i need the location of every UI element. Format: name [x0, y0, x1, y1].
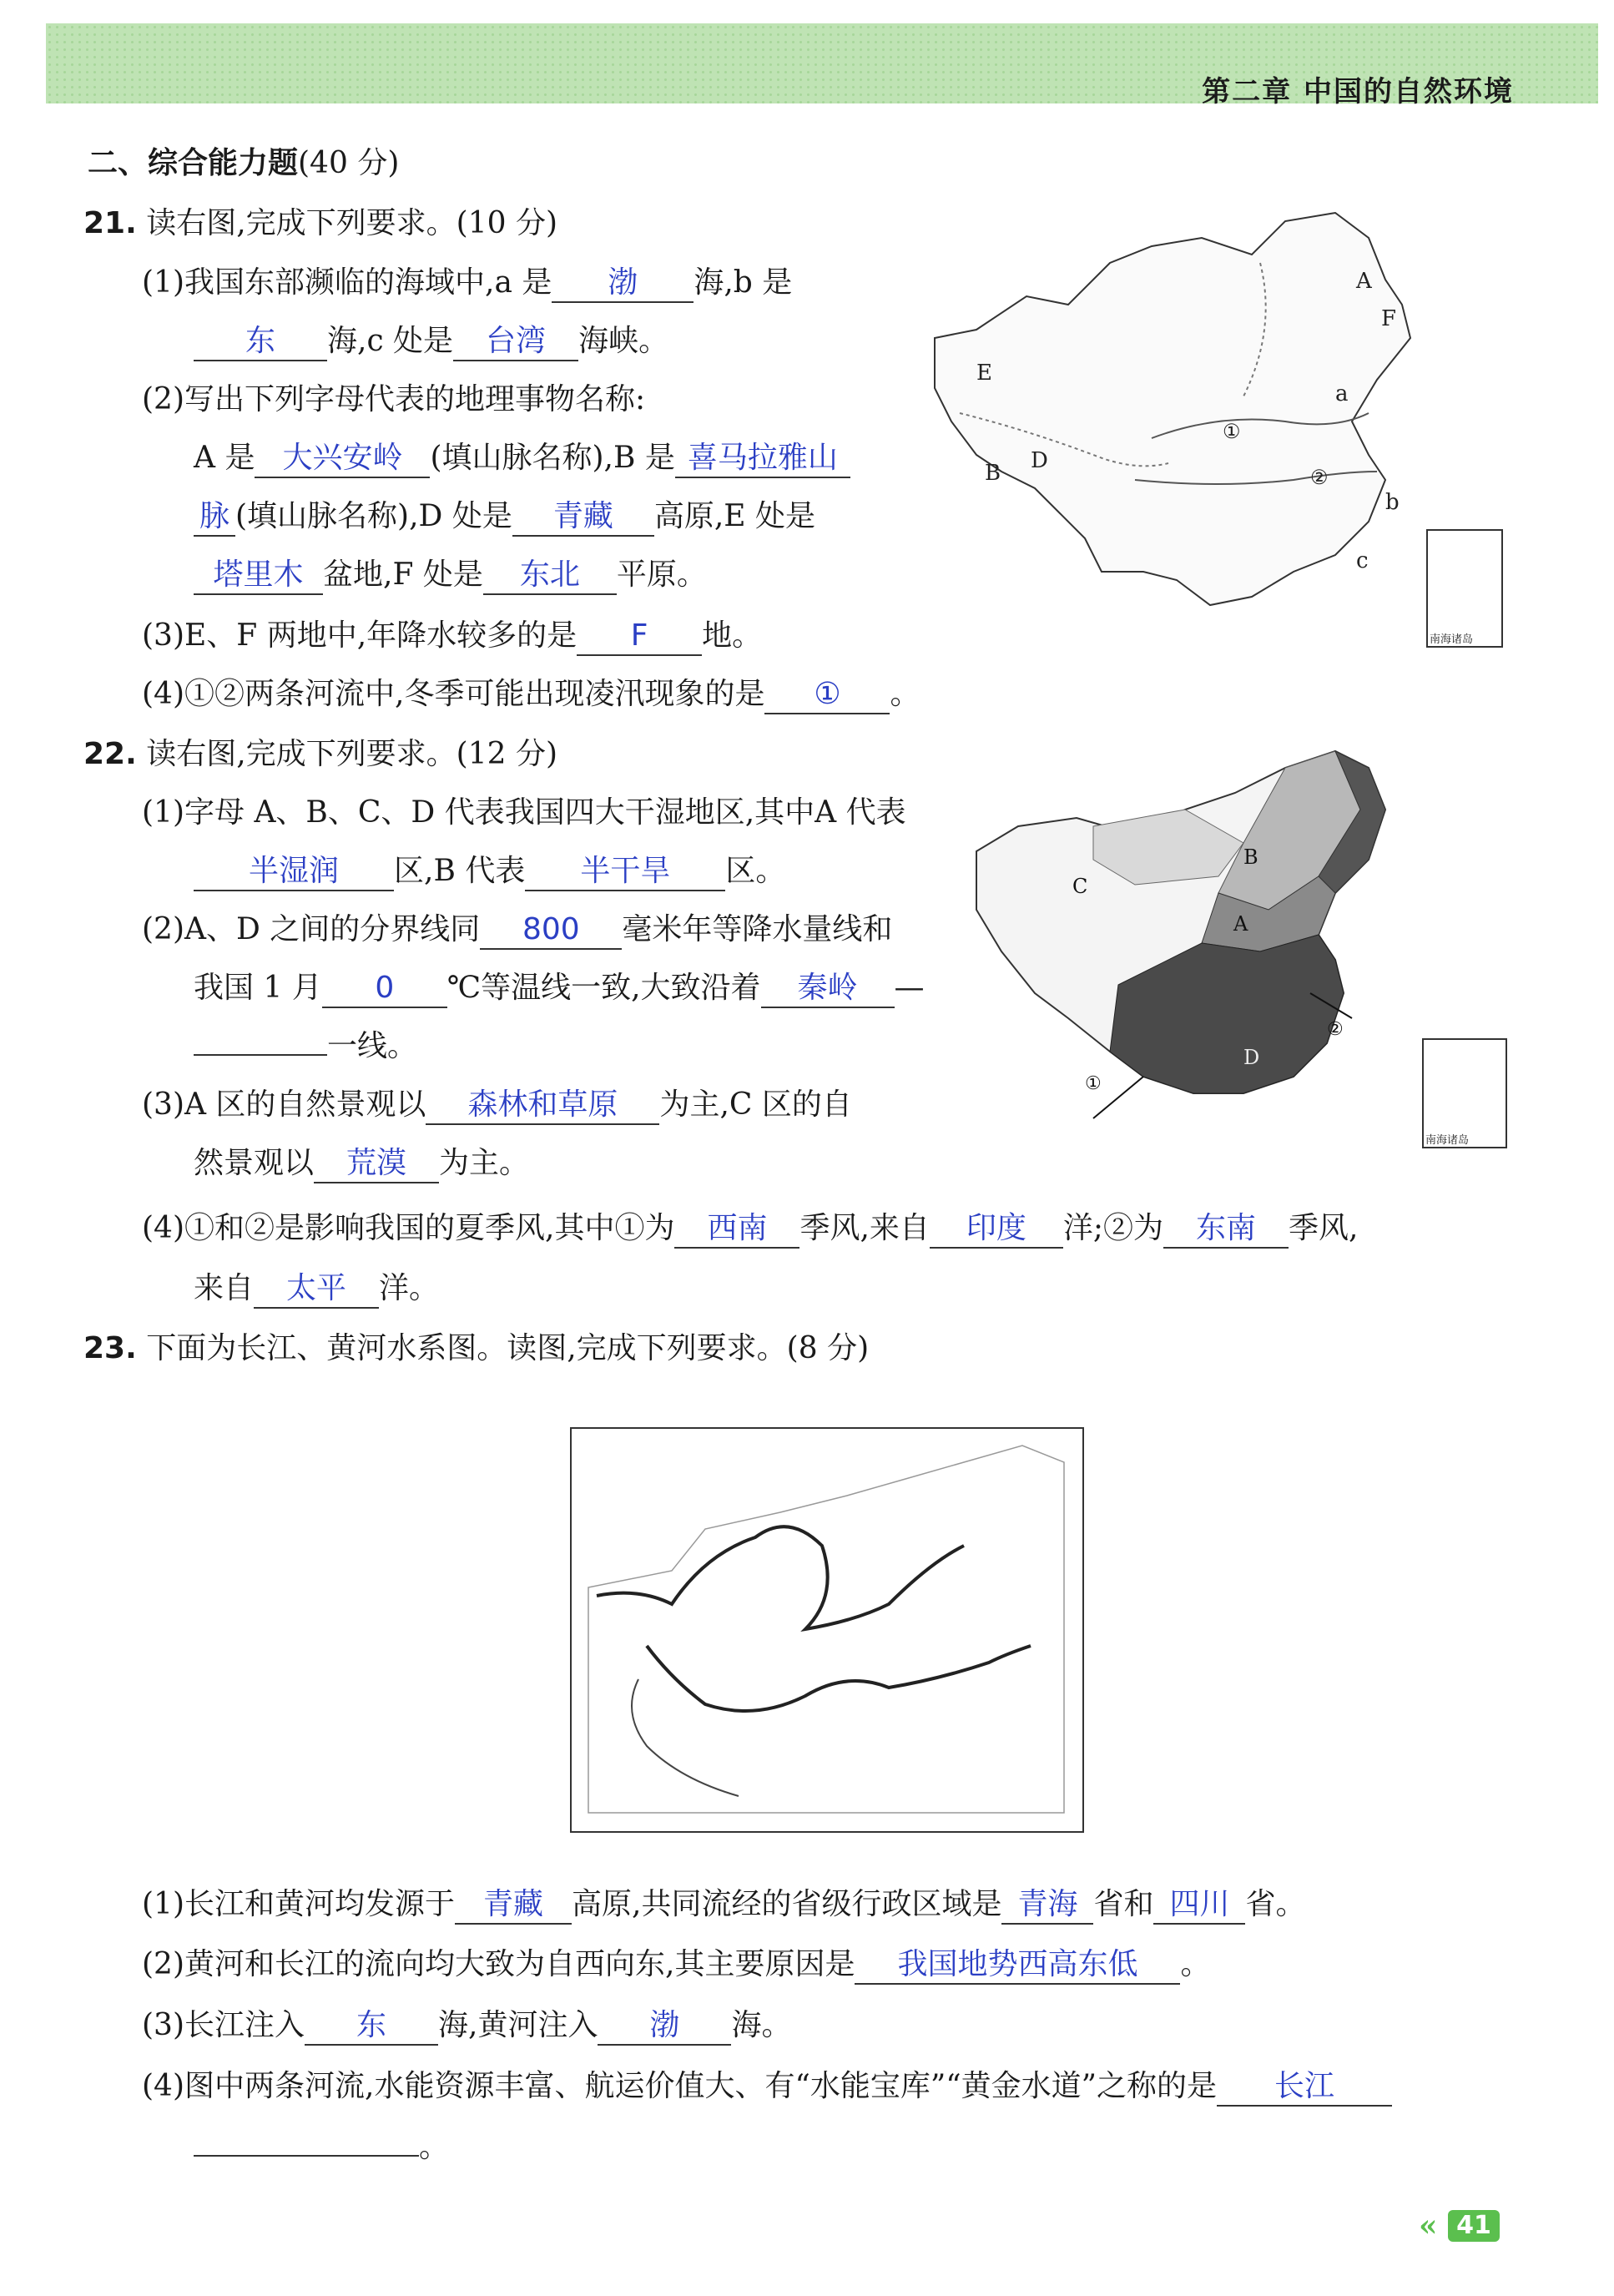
- text: 一线。: [327, 1029, 418, 1063]
- q23-p4-line1: [142, 2066, 1392, 2107]
- inset-label: 南海诸岛: [1430, 633, 1474, 646]
- text: —: [894, 971, 925, 1005]
- q23-p2-line: [142, 1945, 1210, 1985]
- inset-label: 南海诸岛: [1425, 1134, 1470, 1147]
- answer-blank[interactable]: 秦岭: [761, 970, 895, 1008]
- answer-blank[interactable]: 太平: [254, 1270, 379, 1309]
- map-label-2: ②: [1327, 1019, 1344, 1040]
- text: 洋;②为: [1062, 1211, 1164, 1245]
- chapter-title: 第二章 中国的自然环境: [1202, 75, 1514, 108]
- map-label-1: ①: [1085, 1073, 1102, 1094]
- answer-blank[interactable]: 半湿润: [194, 853, 394, 891]
- text: 海,黄河注入: [438, 2008, 598, 2042]
- answer-blank[interactable]: 东: [194, 323, 327, 361]
- q23-stem-line: [83, 1329, 869, 1369]
- text: (3)E、F 两地中,年降水较多的是: [142, 618, 578, 653]
- answer-blank[interactable]: 长江: [1217, 2068, 1392, 2107]
- text: (2)黄河和长江的流向均大致为自西向东,其主要原因是: [142, 1947, 855, 1981]
- answer-blank[interactable]: 半干旱: [525, 853, 725, 891]
- text: 高原,E 处是: [653, 499, 816, 533]
- q21-p4-line: [142, 674, 920, 714]
- q23-river-system-map: [570, 1427, 1084, 1833]
- q22-p1-line1: (1)字母 A、B、C、D 代表我国四大干湿地区,其中A 代表: [142, 795, 906, 830]
- map-label-D: D: [1031, 448, 1048, 473]
- answer-blank[interactable]: 荒漠: [314, 1145, 439, 1183]
- text: 区。: [725, 854, 786, 888]
- section-score: (40 分): [298, 146, 400, 180]
- q22-p2-line1: [142, 910, 892, 950]
- south-sea-inset: [1423, 1039, 1506, 1148]
- q21-number: 21.: [83, 206, 137, 240]
- answer-blank[interactable]: 脉: [194, 498, 235, 537]
- answer-blank[interactable]: 0: [322, 970, 447, 1008]
- map-label-b: b: [1385, 490, 1400, 515]
- answer-blank[interactable]: 渤: [598, 2007, 731, 2046]
- answer-blank[interactable]: 我国地势西高东低: [855, 1946, 1180, 1985]
- q21-stem: 读右图,完成下列要求。(10 分): [146, 206, 558, 240]
- map-label-A: A: [1233, 912, 1248, 936]
- map-label-a: a: [1335, 381, 1349, 406]
- text: 来自: [194, 1271, 255, 1305]
- text: A 是: [194, 441, 255, 475]
- q23-p1-line: [142, 1885, 1305, 1925]
- text: 我国 1 月: [194, 971, 322, 1005]
- answer-blank[interactable]: [194, 1054, 327, 1056]
- map-label-2: ②: [1310, 466, 1329, 489]
- text: (填山脉名称),D 处是: [235, 499, 512, 533]
- text: 洋。: [379, 1271, 440, 1305]
- text: 季风,来自: [799, 1211, 930, 1245]
- text: 海峡。: [578, 324, 669, 358]
- q22-p1-line2: [194, 851, 785, 891]
- map-label-1: ①: [1223, 420, 1241, 443]
- q21-p2-line2: [194, 497, 815, 537]
- text: 区,B 代表: [394, 854, 526, 888]
- q22-p3-line1: [142, 1085, 852, 1125]
- answer-blank[interactable]: 800: [480, 911, 622, 950]
- q23-stem: 下面为长江、黄河水系图。读图,完成下列要求。(8 分): [146, 1331, 870, 1365]
- map-label-B: B: [985, 461, 1001, 486]
- q22-p4-line2: [194, 1269, 439, 1309]
- q22-p3-line2: [194, 1143, 529, 1183]
- text: 。: [1180, 1947, 1211, 1981]
- q21-p2-line3: [194, 555, 707, 595]
- page-chevron-icon: «: [1419, 2208, 1438, 2243]
- answer-blank[interactable]: 青藏: [455, 1886, 572, 1925]
- answer-blank[interactable]: 印度: [930, 1210, 1063, 1249]
- text: (4)图中两条河流,水能资源丰富、航运价值大、有“水能宝库”“黄金水道”之称的是: [142, 2069, 1218, 2103]
- answer-blank[interactable]: 西南: [674, 1210, 799, 1249]
- text: (1)我国东部濒临的海域中,a 是: [142, 265, 552, 300]
- text: ℃等温线一致,大致沿着: [446, 971, 761, 1005]
- q21-p3-line: [142, 616, 762, 656]
- text: 省和: [1093, 1887, 1154, 1921]
- answer-blank[interactable]: ①: [764, 676, 890, 714]
- text: (1)长江和黄河均发源于: [142, 1887, 455, 1921]
- answer-blank[interactable]: [194, 2155, 419, 2157]
- answer-blank[interactable]: 渤: [552, 265, 694, 303]
- text: 毫米年等降水量线和: [622, 912, 893, 946]
- text: 为主。: [439, 1146, 530, 1180]
- page-number: 41: [1448, 2210, 1500, 2242]
- text: 省。: [1245, 1887, 1306, 1921]
- text: 。: [890, 677, 920, 711]
- q22-p4-line1: [142, 1209, 1359, 1249]
- text: 。: [419, 2130, 450, 2164]
- map-label-c: c: [1356, 548, 1369, 573]
- text: 海。: [731, 2008, 792, 2042]
- q21-stem-line: [83, 204, 557, 244]
- q21-p1-line1: [142, 263, 792, 303]
- answer-blank[interactable]: 喜马拉雅山: [675, 440, 850, 478]
- q22-p2-line3: [194, 1027, 417, 1067]
- text: 然景观以: [194, 1146, 315, 1180]
- q23-p3-line: [142, 2006, 791, 2046]
- answer-blank[interactable]: 东南: [1163, 1210, 1289, 1249]
- answer-blank[interactable]: 青藏: [512, 498, 654, 537]
- section-heading: [88, 144, 399, 184]
- map-label-E: E: [976, 361, 992, 386]
- answer-blank[interactable]: 大兴安岭: [255, 440, 430, 478]
- map-label-F: F: [1381, 306, 1397, 331]
- text: (2)A、D 之间的分界线同: [142, 912, 481, 946]
- q22-p2-line2: [194, 968, 925, 1008]
- text: (4)①②两条河流中,冬季可能出现凌汛现象的是: [142, 677, 765, 711]
- answer-blank[interactable]: 森林和草原: [426, 1087, 659, 1125]
- answer-blank[interactable]: 四川: [1153, 1886, 1245, 1925]
- q22-dry-wet-region-map: [968, 743, 1519, 1152]
- map-label-A: A: [1356, 269, 1372, 294]
- answer-blank[interactable]: 东北: [483, 557, 617, 595]
- q21-p2-line1: [194, 438, 850, 478]
- text: 为主,C 区的自: [659, 1087, 852, 1122]
- answer-blank[interactable]: 东: [305, 2007, 438, 2046]
- q22-stem: 读右图,完成下列要求。(12 分): [146, 737, 558, 771]
- q23-number: 23.: [83, 1331, 137, 1365]
- q21-p2-line: (2)写出下列字母代表的地理事物名称:: [142, 382, 646, 416]
- q21-china-terrain-map: [901, 204, 1519, 659]
- text: (3)A 区的自然景观以: [142, 1087, 426, 1122]
- q21-p1-line2: [194, 321, 668, 361]
- answer-blank[interactable]: 台湾: [453, 323, 578, 361]
- text: 海,b 是: [694, 265, 793, 300]
- answer-blank[interactable]: 青海: [1001, 1886, 1093, 1925]
- text: (填山脉名称),B 是: [430, 441, 675, 475]
- q22-stem-line: [83, 734, 557, 775]
- answer-blank[interactable]: 塔里木: [194, 557, 323, 595]
- china-outline: [935, 213, 1410, 605]
- south-sea-inset: [1427, 530, 1502, 647]
- text: 海,c 处是: [327, 324, 454, 358]
- text: 盆地,F 处是: [323, 558, 483, 592]
- map-label-C: C: [1072, 875, 1088, 898]
- q23-p4-line2: [194, 2127, 449, 2167]
- q22-number: 22.: [83, 737, 137, 771]
- answer-blank[interactable]: F: [577, 618, 702, 656]
- map-label-B: B: [1243, 845, 1258, 869]
- text: (3)长江注入: [142, 2008, 305, 2042]
- text: 季风,: [1289, 1211, 1359, 1245]
- text: (4)①和②是影响我国的夏季风,其中①为: [142, 1211, 675, 1245]
- map-label-D: D: [1243, 1046, 1260, 1069]
- text: 地。: [702, 618, 763, 653]
- text: 平原。: [616, 558, 707, 592]
- text: 高原,共同流经的省级行政区域是: [572, 1887, 1002, 1921]
- section-title: 二、综合能力题: [88, 146, 299, 180]
